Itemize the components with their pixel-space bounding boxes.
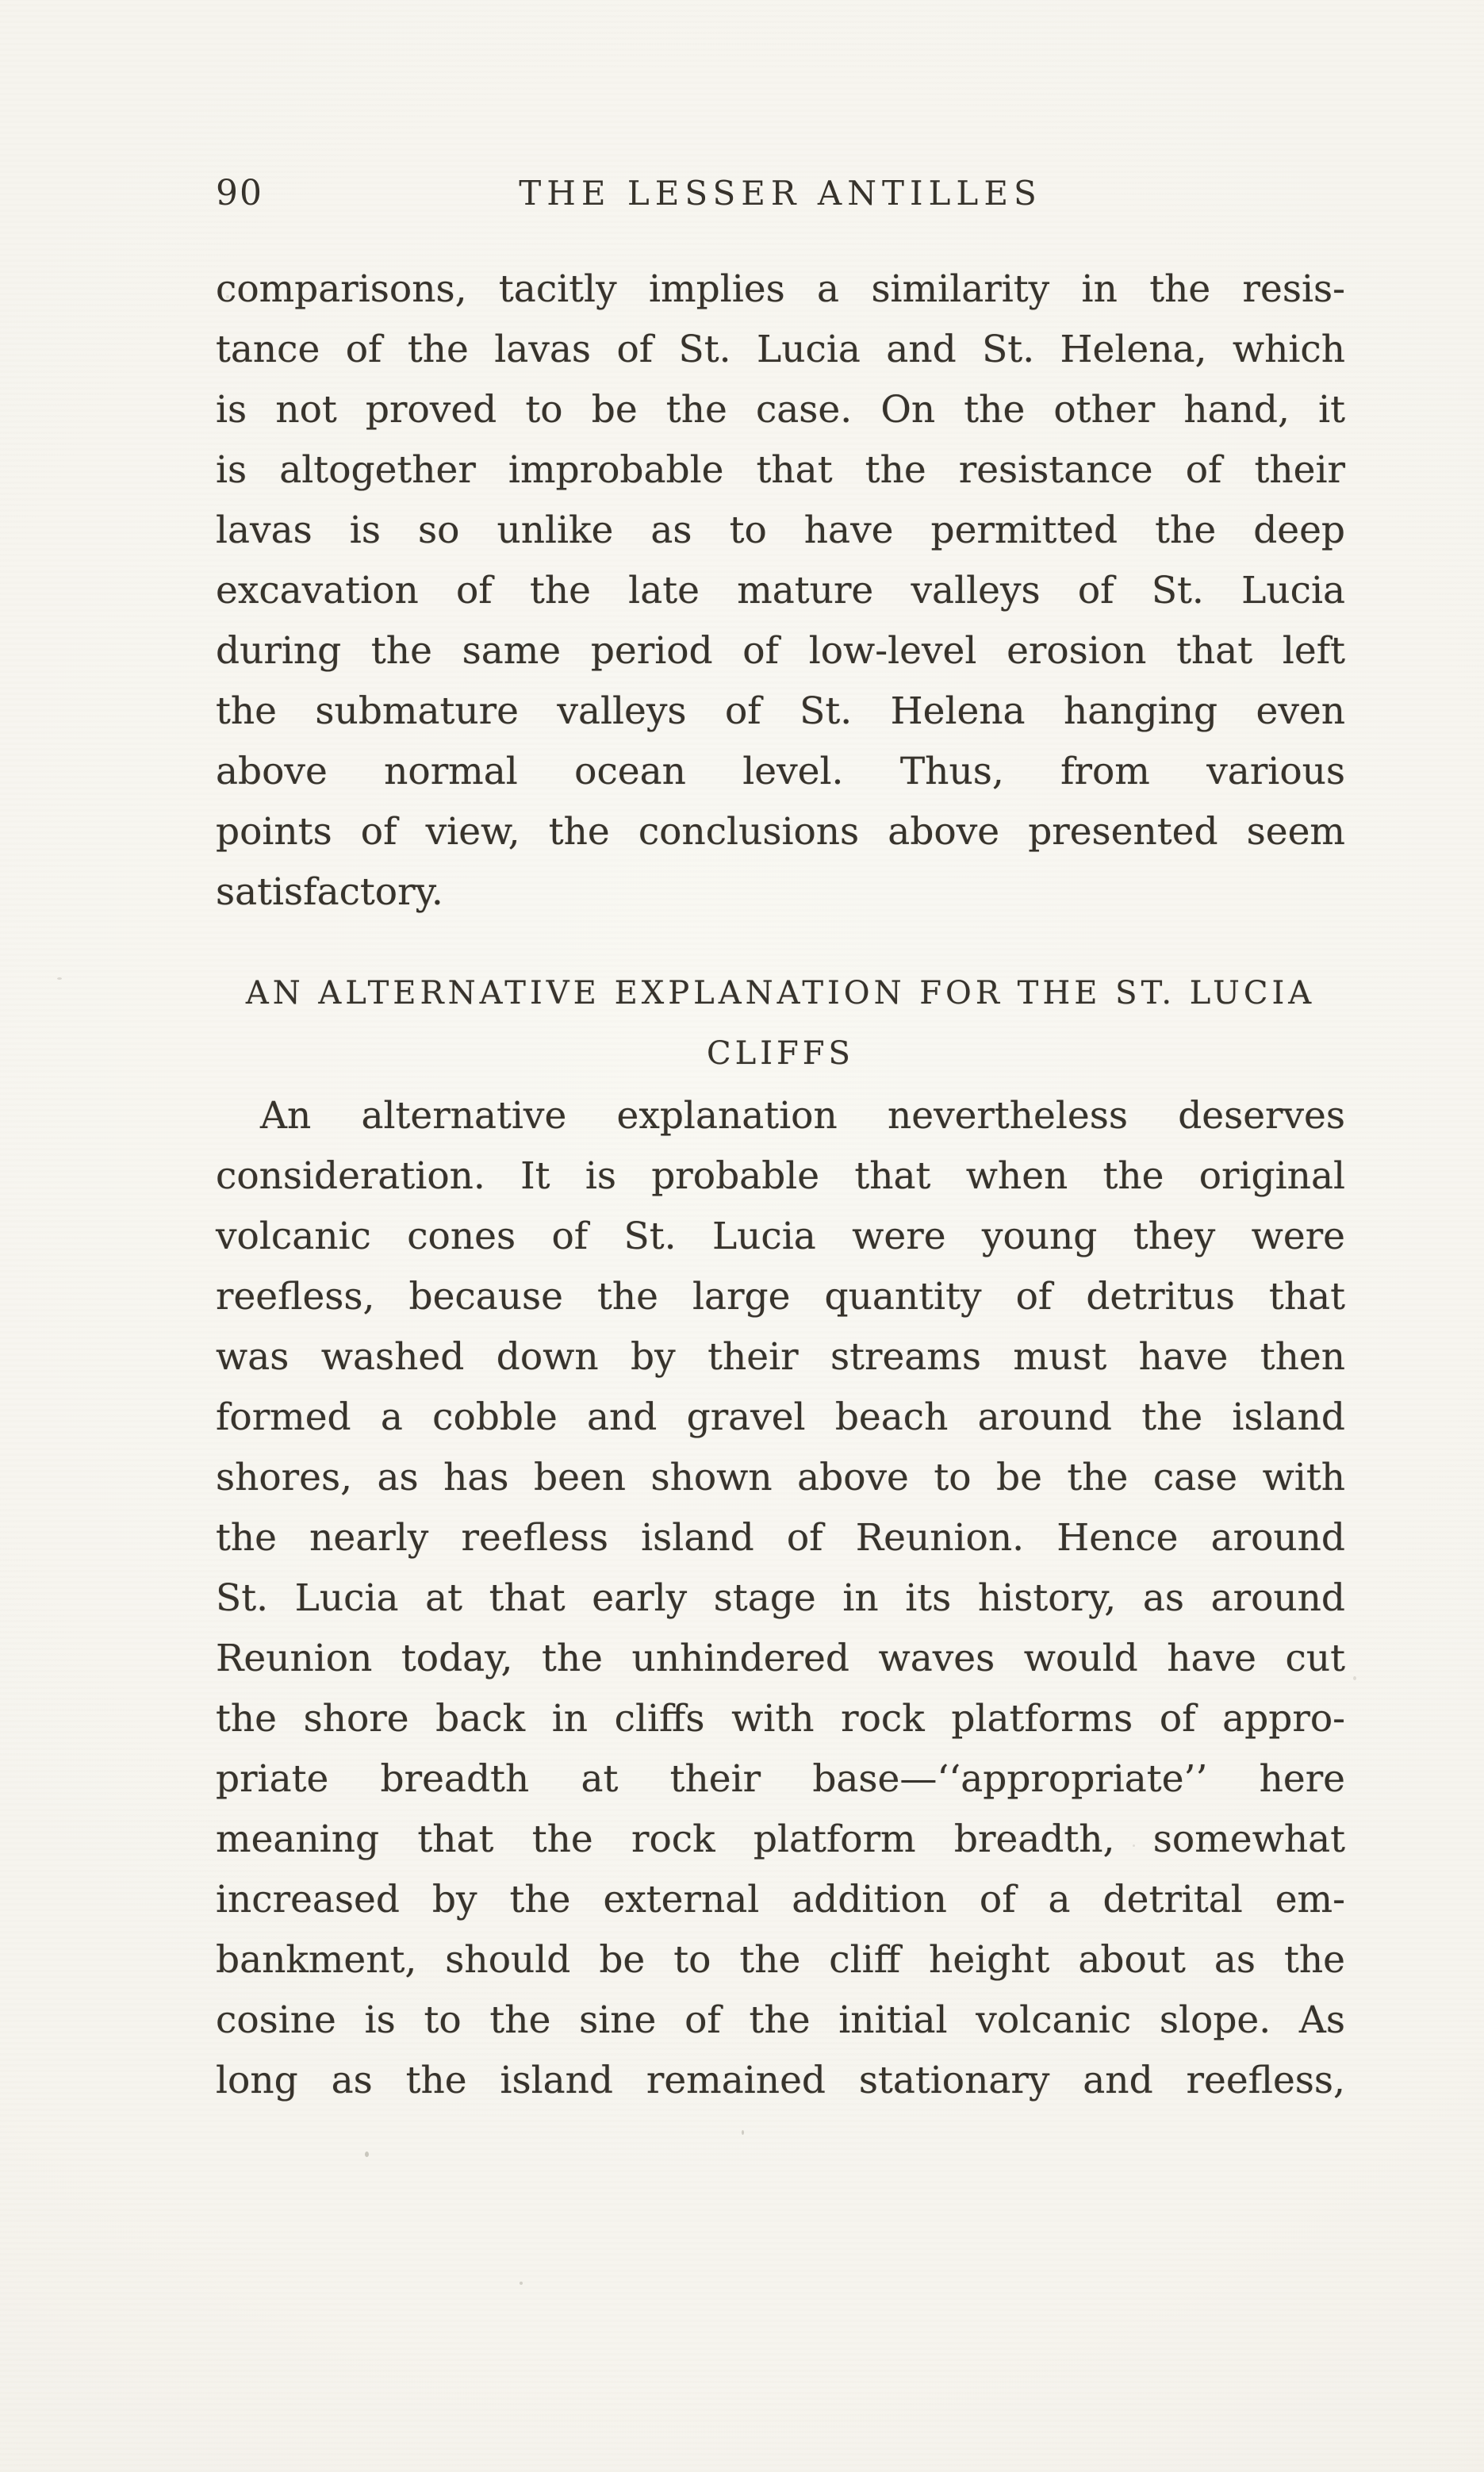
text-line: bankment, should be to the cliff height about as the xyxy=(216,1938,1345,1982)
text-line: lavas is so unlike as to have permitted the deep xyxy=(216,509,1345,552)
text-line: priate breadth at their base—‘‘appropriate’’ here xyxy=(216,1757,1345,1801)
paragraph-1-lines xyxy=(216,259,1345,923)
text-line: during the same period of low-level erosion that left xyxy=(216,629,1345,673)
text-line: above normal ocean level. Thus, from various xyxy=(216,750,1345,793)
text-line: the submature valleys of St. Helena hanging even xyxy=(216,689,1345,733)
dust-speck xyxy=(57,977,62,980)
text-line: shores, as has been shown above to be the case with xyxy=(216,1456,1345,1499)
text-line: is not proved to be the case. On the other hand, it xyxy=(216,388,1345,432)
text-line: tance of the lavas of St. Lucia and St. Helena, which xyxy=(216,328,1345,371)
paragraph-2-lines xyxy=(216,1146,1345,2111)
text-line: meaning that the rock platform breadth, somewhat xyxy=(216,1818,1345,1861)
text-line: comparisons, tacitly implies a similarity in the resis- xyxy=(216,267,1345,311)
dust-speck xyxy=(1133,1844,1135,1847)
text-line: An alternative explanation nevertheless deserves xyxy=(260,1094,1345,1138)
paragraph-2 xyxy=(216,1086,1345,2111)
text-line: St. Lucia at that early stage in its history, as around xyxy=(216,1576,1345,1620)
text-line: satisfactory. xyxy=(216,870,443,914)
text-line: excavation of the late mature valleys of St. Lucia xyxy=(216,569,1345,612)
running-title: THE LESSER ANTILLES xyxy=(519,174,1042,213)
text-line: the nearly reefless island of Reunion. Hence around xyxy=(216,1516,1345,1560)
dust-speck xyxy=(1353,1676,1356,1680)
text-line: increased by the external addition of a detrital em- xyxy=(216,1878,1345,1921)
dust-speck xyxy=(365,2151,369,2157)
text-line: cosine is to the sine of the initial volcanic slope. As xyxy=(216,1998,1345,2042)
dust-speck xyxy=(226,295,229,298)
text-line: long as the island remained stationary and reefless, xyxy=(216,2059,1345,2102)
section-heading-line-2: CLIFFS xyxy=(707,1035,854,1072)
text-line: points of view, the conclusions above presented seem xyxy=(216,810,1345,854)
text-line: volcanic cones of St. Lucia were young they were xyxy=(216,1215,1345,1258)
page-header xyxy=(216,168,1345,219)
text-line: is altogether improbable that the resistance of their xyxy=(216,448,1345,492)
text-line: the shore back in cliffs with rock platforms of appro- xyxy=(216,1697,1345,1741)
text-line: Reunion today, the unhindered waves would have cut xyxy=(216,1637,1345,1680)
text-line: consideration. It is probable that when the original xyxy=(216,1154,1345,1198)
text-line: reefless, because the large quantity of detritus that xyxy=(216,1275,1345,1319)
dust-speck xyxy=(742,2130,744,2135)
dust-speck xyxy=(520,2282,523,2285)
page-number: 90 xyxy=(216,173,263,213)
section-heading-line-1: AN ALTERNATIVE EXPLANATION FOR THE ST. LUCIA xyxy=(245,975,1316,1011)
text-line: was washed down by their streams must have then xyxy=(216,1335,1345,1379)
section-heading xyxy=(216,963,1345,1084)
text-line: formed a cobble and gravel beach around the island xyxy=(216,1395,1345,1439)
paragraph-continued-from-previous-page xyxy=(216,259,1345,923)
